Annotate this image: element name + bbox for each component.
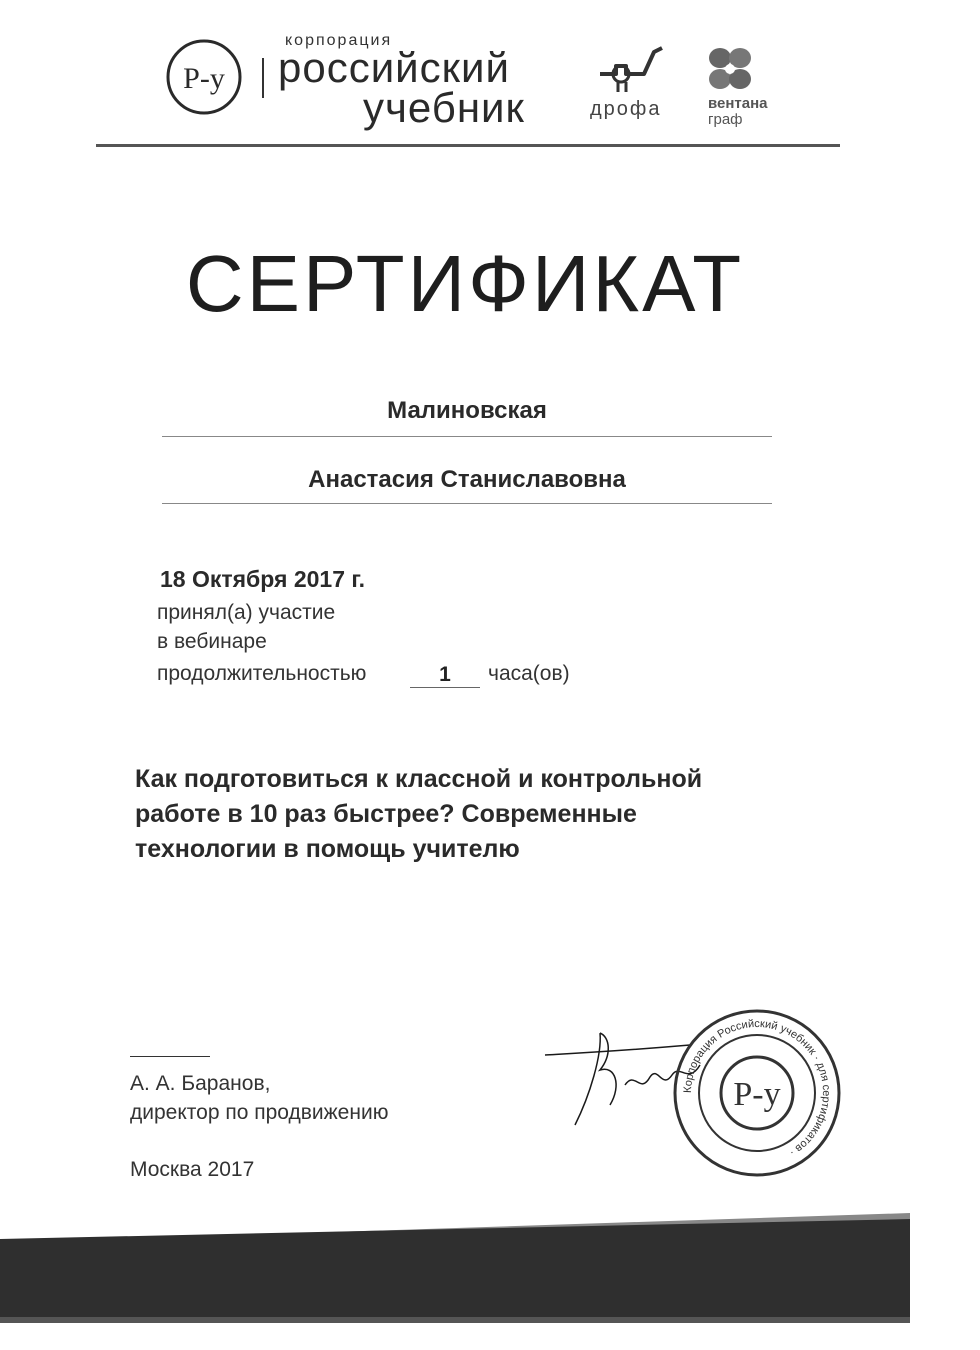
recipient-surname: Малиновская [387, 397, 547, 424]
graf-label: граф [708, 111, 743, 128]
header-divider [96, 144, 840, 147]
drofa-label: дрофа [590, 98, 662, 120]
stamp-ring-text: Корпорация Российский учебник · для сертификатов · [681, 1017, 833, 1159]
bottom-decorative-band [0, 1205, 980, 1350]
ventana-label: вентана [708, 95, 768, 112]
official-stamp-icon [672, 1008, 842, 1178]
signature-line [130, 1056, 210, 1057]
duration-value: 1 [439, 663, 451, 686]
given-names-underline [162, 503, 772, 504]
stamp-monogram: Р-у [733, 1076, 781, 1113]
duration-unit: часа(ов) [488, 662, 570, 685]
certificate-title: СЕРТИФИКАТ [185, 239, 745, 328]
russian-textbook-logo-icon [165, 38, 243, 116]
corp-name-line2: учебник [363, 84, 525, 131]
webinar-date: 18 Октября 2017 г. [160, 566, 366, 592]
brand-divider [262, 58, 264, 98]
place-and-year: Москва 2017 [130, 1158, 255, 1181]
webinar-topic: Как подготовиться к классной и контрольной работе в 10 раз быстрее? Современные технологии в помощь учителю [135, 765, 703, 863]
corp-name-line1: российский [278, 44, 510, 91]
participation-text: принял(а) участие [157, 601, 336, 624]
ventana-graf-icon [706, 46, 754, 92]
corp-label: корпорация [285, 32, 393, 49]
duration-underline [410, 687, 480, 688]
duration-label: продолжительностью [157, 662, 367, 685]
signer-name: А. А. Баранов, [130, 1072, 271, 1095]
logo-monogram: Р-у [183, 62, 225, 95]
drofa-bird-icon [596, 44, 666, 94]
webinar-text: в вебинаре [157, 630, 267, 653]
surname-underline [162, 436, 772, 437]
signer-position: директор по продвижению [130, 1101, 389, 1124]
recipient-given-names: Анастасия Станиславовна [308, 466, 626, 493]
